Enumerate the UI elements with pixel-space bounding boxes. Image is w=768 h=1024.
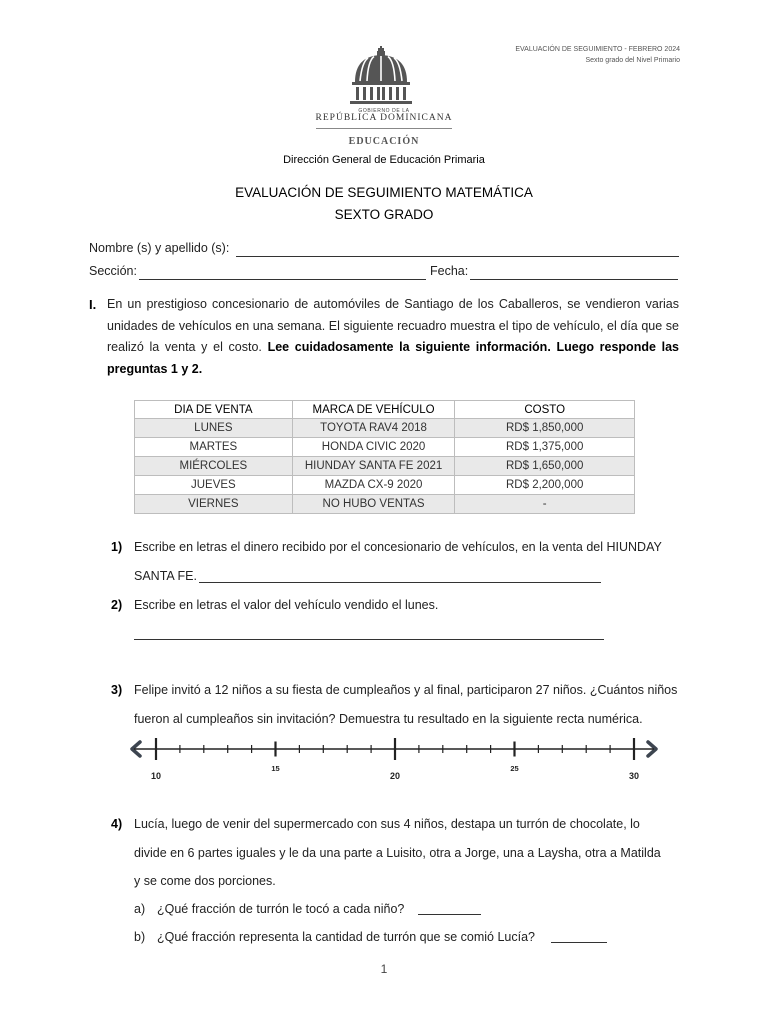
header-info [515, 44, 680, 66]
table-cell: VIERNES [135, 495, 293, 514]
number-line-label: 30 [628, 771, 640, 781]
question-1-number: 1) [111, 540, 123, 554]
number-line[interactable] [120, 724, 668, 786]
section-instruction: Lee cuidadosamente la siguiente información. Luego responde las preguntas 1 y 2. [107, 340, 679, 376]
table-row [135, 476, 635, 495]
number-line-label: 15 [271, 764, 280, 773]
sales-table [134, 400, 635, 514]
table-cell: HIUNDAY SANTA FE 2021 [292, 457, 455, 476]
table-cell: - [455, 495, 635, 514]
question-4a-label: a) [134, 902, 146, 916]
section-field[interactable] [139, 279, 426, 280]
page-number: 1 [380, 962, 388, 976]
date-label: Fecha: [430, 264, 469, 278]
table-row [135, 419, 635, 438]
question-1-line-1: Escribe en letras el dinero recibido por el concesionario de vehículos, en la venta del HIUNDAY [134, 540, 662, 554]
direction-title: Dirección General de Educación Primaria [283, 154, 485, 166]
page-title: EVALUACIÓN DE SEGUIMIENTO MATEMÁTICA [235, 185, 533, 200]
question-4-line-2: divide en 6 partes iguales y le da una parte a Luisito, otra a Jorge, una a Laysha, otra a Matilda [134, 846, 661, 860]
question-3-line-2: fueron al cumpleaños sin invitación? Demuestra tu resultado en la siguiente recta numérica. [134, 712, 643, 726]
logo-gov-small: GOBIERNO DE LA [358, 108, 410, 114]
table-cell: TOYOTA RAV4 2018 [292, 419, 455, 438]
number-line-label: 10 [150, 771, 162, 781]
table-cell: MIÉRCOLES [135, 457, 293, 476]
page-subtitle: SEXTO GRADO [334, 207, 434, 222]
question-4-number: 4) [111, 817, 123, 831]
logo-divider [316, 128, 452, 129]
number-line-label: 25 [510, 764, 519, 773]
table-row [135, 495, 635, 514]
table-header-row [135, 401, 635, 419]
question-4b-label: b) [134, 930, 146, 944]
question-4b-text: ¿Qué fracción representa la cantidad de turrón que se comió Lucía? [157, 930, 535, 944]
question-4-line-1: Lucía, luego de venir del supermercado con sus 4 niños, destapa un turrón de chocolate, lo [134, 817, 640, 831]
table-cell: HONDA CIVIC 2020 [292, 438, 455, 457]
question-3-number: 3) [111, 683, 123, 697]
table-cell: RD$ 1,650,000 [455, 457, 635, 476]
header-eval-line: EVALUACIÓN DE SEGUIMIENTO - FEBRERO 2024 [515, 46, 680, 53]
table-header-day: DIA DE VENTA [135, 401, 293, 419]
question-4b-answer-field[interactable] [551, 942, 607, 943]
question-2-answer-field[interactable] [134, 639, 604, 640]
question-3-line-1: Felipe invitó a 12 niños a su fiesta de cumpleaños y al final, participaron 27 niños. ¿Cuántos niños [134, 683, 678, 697]
question-2-number: 2) [111, 598, 123, 612]
question-1-answer-field[interactable] [199, 582, 601, 583]
table-cell: MARTES [135, 438, 293, 457]
table-cell: JUEVES [135, 476, 293, 495]
number-line-label: 20 [389, 771, 401, 781]
table-header-cost: COSTO [455, 401, 635, 419]
question-4-line-3: y se come dos porciones. [134, 874, 276, 888]
table-cell: NO HUBO VENTAS [292, 495, 455, 514]
question-1-line-2: SANTA FE. [134, 569, 197, 583]
table-cell: RD$ 1,850,000 [455, 419, 635, 438]
table-row [135, 438, 635, 457]
government-dome-logo-icon [346, 46, 416, 104]
question-4a-text: ¿Qué fracción de turrón le tocó a cada niño? [157, 902, 405, 916]
table-cell: LUNES [135, 419, 293, 438]
question-2-line-1: Escribe en letras el valor del vehículo vendido el lunes. [134, 598, 439, 612]
section-text: En un prestigioso concesionario de automóviles de Santiago de los Caballeros, se vendieron varias unidades de vehículos en una semana. El siguiente recuadro muestra el tipo de vehículo, el día que se realizó la venta y el costo. [107, 297, 679, 354]
section-number: I. [89, 297, 97, 312]
name-field[interactable] [236, 256, 679, 257]
table-row [135, 457, 635, 476]
table-cell: MAZDA CX-9 2020 [292, 476, 455, 495]
header-grade-line: Sexto grado del Nivel Primario [585, 57, 680, 64]
section-label: Sección: [89, 264, 137, 278]
table-header-brand: MARCA DE VEHÍCULO [292, 401, 455, 419]
date-field[interactable] [470, 279, 678, 280]
question-4a-answer-field[interactable] [418, 914, 481, 915]
logo-gov-big: REPÚBLICA DOMINICANA [315, 113, 453, 123]
section-paragraph [107, 294, 679, 380]
name-label: Nombre (s) y apellido (s): [89, 241, 230, 255]
table-cell: RD$ 2,200,000 [455, 476, 635, 495]
logo-education: EDUCACIÓN [348, 136, 420, 147]
table-cell: RD$ 1,375,000 [455, 438, 635, 457]
